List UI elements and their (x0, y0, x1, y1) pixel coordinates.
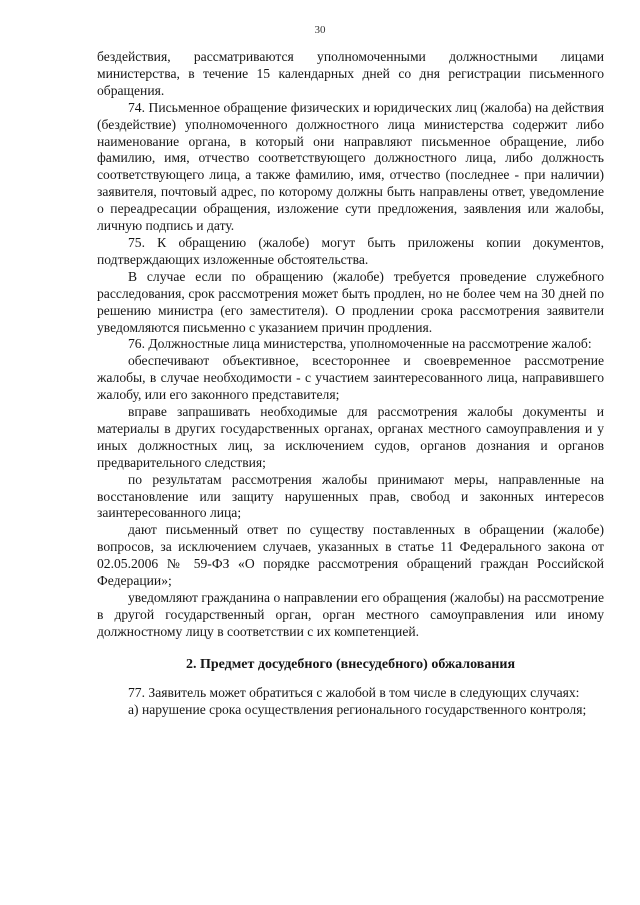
document-body (97, 49, 604, 719)
paragraph-duty-ensure: обеспечивают объективное, всестороннее и своевременное рассмотрение жалобы, в случае необходимости - с участием заинтересованного лица, направившего жалобу, или его законного представителя; (97, 353, 604, 403)
paragraph-case-a: а) нарушение срока осуществления регионального государственного контроля; (128, 701, 587, 717)
page-number: 30 (314, 24, 326, 36)
paragraph-duty-answer: дают письменный ответ по существу поставленных в обращении (жалобе) вопросов, за исключением случаев, указанных в статье 11 Федерального закона от 02.05.2006 № 59-ФЗ «О порядке рассмотрения обращений граждан Российской Федерации»; (97, 522, 604, 589)
paragraph-duty-measures: по результатам рассмотрения жалобы принимают меры, направленные на восстановление или защиту нарушенных прав, свобод и законных интересов заинтересованного лица; (97, 471, 604, 521)
paragraph-item-74: 74. Письменное обращение физических и юридических лиц (жалоба) на действия (бездействие) уполномоченного должностного лица министерства содержит либо наименование органа, в который они направляют письменное обращение, либо фамилию, имя, отчество соответствующего должностного лица, либо должность соответствующего лица, а также фамилию, имя, отчество (последнее - при наличии) заявителя, почтовый адрес, по которому должны быть направлены ответ, уведомление о переадресации обращения, изложение сути предложения, заявления или жалобы, личную подпись и дату. (97, 99, 604, 234)
paragraph-duty-notify: уведомляют гражданина о направлении его обращения (жалобы) на рассмотрение в другой государственный орган, орган местного самоуправления или иному должностному лицу в соответствии с их компетенцией. (97, 590, 604, 639)
paragraph-duty-request: вправе запрашивать необходимые для рассмотрения жалобы документы и материалы в других государственных органах, органах местного самоуправления и у иных должностных лиц, за исключением судов, органов дознания и органов предварительного следствия; (97, 404, 604, 470)
section-heading: 2. Предмет досудебного (внесудебного) обжалования (185, 656, 516, 672)
paragraph-continuation: бездействия, рассматриваются уполномоченными должностными лицами министерства, в течение 15 календарных дней со дня регистрации письменного обращения. (97, 49, 604, 98)
paragraph-item-75: 75. К обращению (жалобе) могут быть приложены копии документов, подтверждающих изложенные обстоятельства. (97, 234, 604, 267)
paragraph-extension: В случае если по обращению (жалобе) требуется проведение служебного расследования, срок рассмотрения может быть продлен, но не более чем на 30 дней по решению министра (его заместителя). О продлении срока рассмотрения заявители уведомляются письменно с указанием причин продления. (97, 268, 604, 335)
paragraph-item-77: 77. Заявитель может обратиться с жалобой в том числе в следующих случаях: (128, 684, 580, 700)
paragraph-item-76: 76. Должностные лица министерства, уполномоченные на рассмотрение жалоб: (128, 336, 592, 352)
